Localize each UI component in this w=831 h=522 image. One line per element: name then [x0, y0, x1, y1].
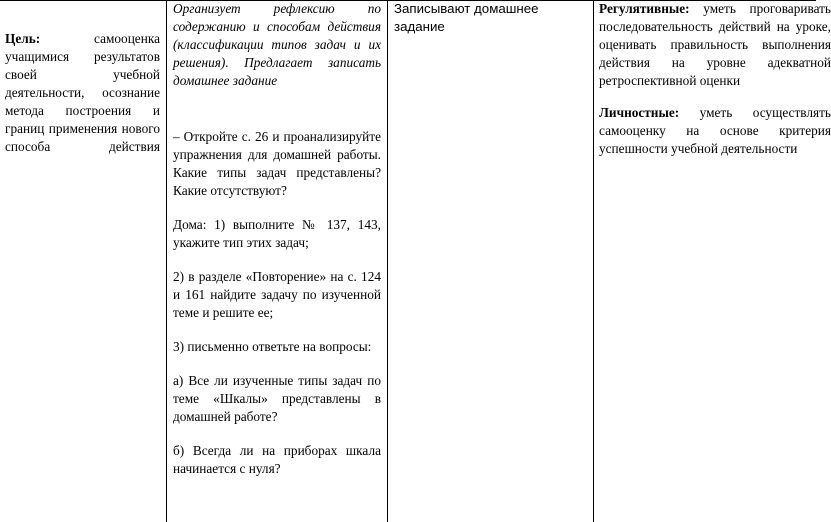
- students-activity-cell: [394, 0, 589, 36]
- column-divider-3: [593, 0, 594, 522]
- homework-item: 3) письменно ответьте на вопросы:: [173, 339, 372, 354]
- goal-cell: [5, 30, 160, 156]
- personal-label: Личностные:: [599, 105, 680, 120]
- personal-outcome: [599, 104, 831, 158]
- homework-item: 2) в разделе «Повторение» на с. 124 и 161 найдите задачу по изученной теме и решите ее;: [173, 269, 381, 320]
- homework-item: – Откройте с. 26 и проанализируйте упражнения для домашней работы. Какие типы задач представлены? Какие отсутствуют?: [173, 129, 381, 198]
- regulative-text: уметь проговаривать последовательность действий на уроке, оценивать правильность выполнения действия на уровне адекватной ретроспективной оценки: [599, 1, 831, 88]
- goal-label: Цель:: [5, 31, 41, 46]
- teacher-instruction: Организует рефлексию по содержанию и способам действия (классификации типов задач и их решения). Предлагает записать домашнее задание: [173, 1, 381, 88]
- regulative-label: Регулятивные:: [599, 1, 690, 16]
- goal-text: самооценка учащимися результатов своей учебной деятельности, осознание метода построения и границ применения нового способа действия: [5, 31, 160, 154]
- outcomes-cell: [599, 0, 831, 172]
- regulative-outcome: [599, 0, 831, 90]
- students-activity-text: Записывают домашнее задание: [394, 1, 539, 34]
- column-divider-2: [387, 0, 388, 522]
- homework-item: а) Все ли изученные типы задач по теме «Шкалы» представлены в домашней работе?: [173, 373, 381, 424]
- homework-item: Дома: 1) выполните № 137, 143, укажите тип этих задач;: [173, 217, 381, 250]
- personal-text: уметь осуществлять самооценку на основе критерия успешности учебной деятельности: [599, 105, 831, 156]
- column-divider-1: [166, 0, 167, 522]
- teacher-activity-cell: [173, 0, 381, 476]
- homework-item: б) Всегда ли на приборах шкала начинается с нуля?: [173, 443, 381, 476]
- homework-list: [173, 128, 381, 494]
